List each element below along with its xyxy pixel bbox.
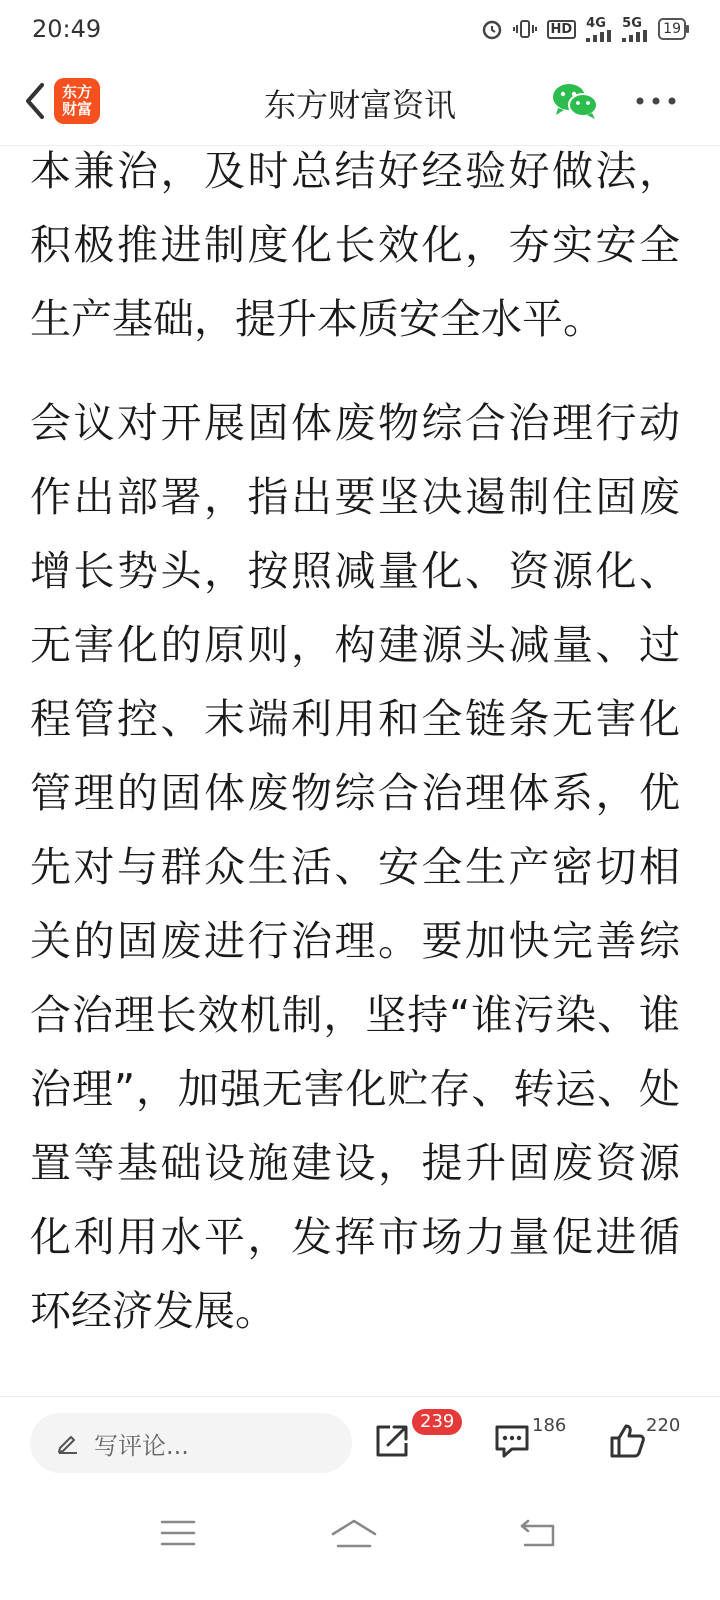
alarm-icon — [481, 18, 503, 40]
signal-4g — [586, 17, 612, 42]
nav-bar — [0, 58, 720, 146]
article-paragraph: 本兼治，及时总结好经验好做法，积极推进制度化长效化，夯实安全生产基础，提升本质安全水平。 — [30, 147, 680, 343]
wechat-icon — [552, 82, 598, 120]
status-bar — [0, 0, 720, 58]
thumbs-up-icon — [608, 1421, 648, 1461]
status-time: 20:49 — [32, 15, 102, 43]
logo-line1: 东方 — [61, 83, 92, 101]
wechat-share-button[interactable] — [552, 82, 598, 120]
status-icons — [481, 17, 687, 42]
article-paragraph: 会议对开展固体废物综合治理行动作出部署，指出要坚决遏制住固废增长势头，按照减量化、资源化、无害化的原则，构建源头减量、过程管控、末端利用和全链条无害化管理的固体废物综合治理体系，优先对与群众生活、安全生产密切相关的固废进行治理。要加快完善综合治理长效机制，坚持“谁污染、谁治理”，加强无害化贮存、转运、处置等基础设施建设，提升固废资源化利用水平，发挥市场力量促进循环经济发展。 — [30, 399, 680, 1335]
signal-5g-label: 5G — [622, 15, 642, 31]
signal-4g-label: 4G — [586, 15, 606, 31]
more-button[interactable] — [634, 88, 678, 114]
system-nav-bar — [0, 1492, 720, 1600]
comment-input[interactable] — [30, 1413, 352, 1473]
action-bar — [0, 1396, 720, 1493]
signal-5g — [622, 17, 648, 42]
share-count-badge: 239 — [412, 1409, 462, 1435]
system-menu-button[interactable] — [148, 1510, 208, 1556]
share-button[interactable] — [372, 1421, 416, 1465]
battery-level: 19 — [663, 21, 681, 37]
comment-icon — [492, 1421, 532, 1461]
system-home-button[interactable] — [324, 1510, 384, 1556]
comment-placeholder: 写评论... — [94, 1431, 189, 1460]
home-icon — [330, 1518, 378, 1548]
like-count: 220 — [646, 1415, 681, 1436]
signal-bars-icon — [622, 30, 648, 42]
vibrate-icon — [513, 18, 537, 40]
pencil-icon — [56, 1431, 80, 1455]
signal-bars-icon — [586, 30, 612, 42]
article-body — [30, 146, 680, 1348]
system-back-button[interactable] — [508, 1510, 568, 1556]
menu-lines-icon — [160, 1519, 196, 1547]
comments-button[interactable] — [492, 1421, 536, 1465]
hd-label: HD — [547, 20, 577, 39]
share-icon — [372, 1421, 412, 1461]
back-arrow-icon — [519, 1518, 557, 1548]
comment-count: 186 — [532, 1415, 567, 1436]
battery-icon — [658, 18, 686, 40]
page-title: 东方财富资讯 — [263, 86, 456, 124]
more-dots-icon — [636, 97, 676, 105]
logo-line2: 财富 — [61, 100, 92, 118]
